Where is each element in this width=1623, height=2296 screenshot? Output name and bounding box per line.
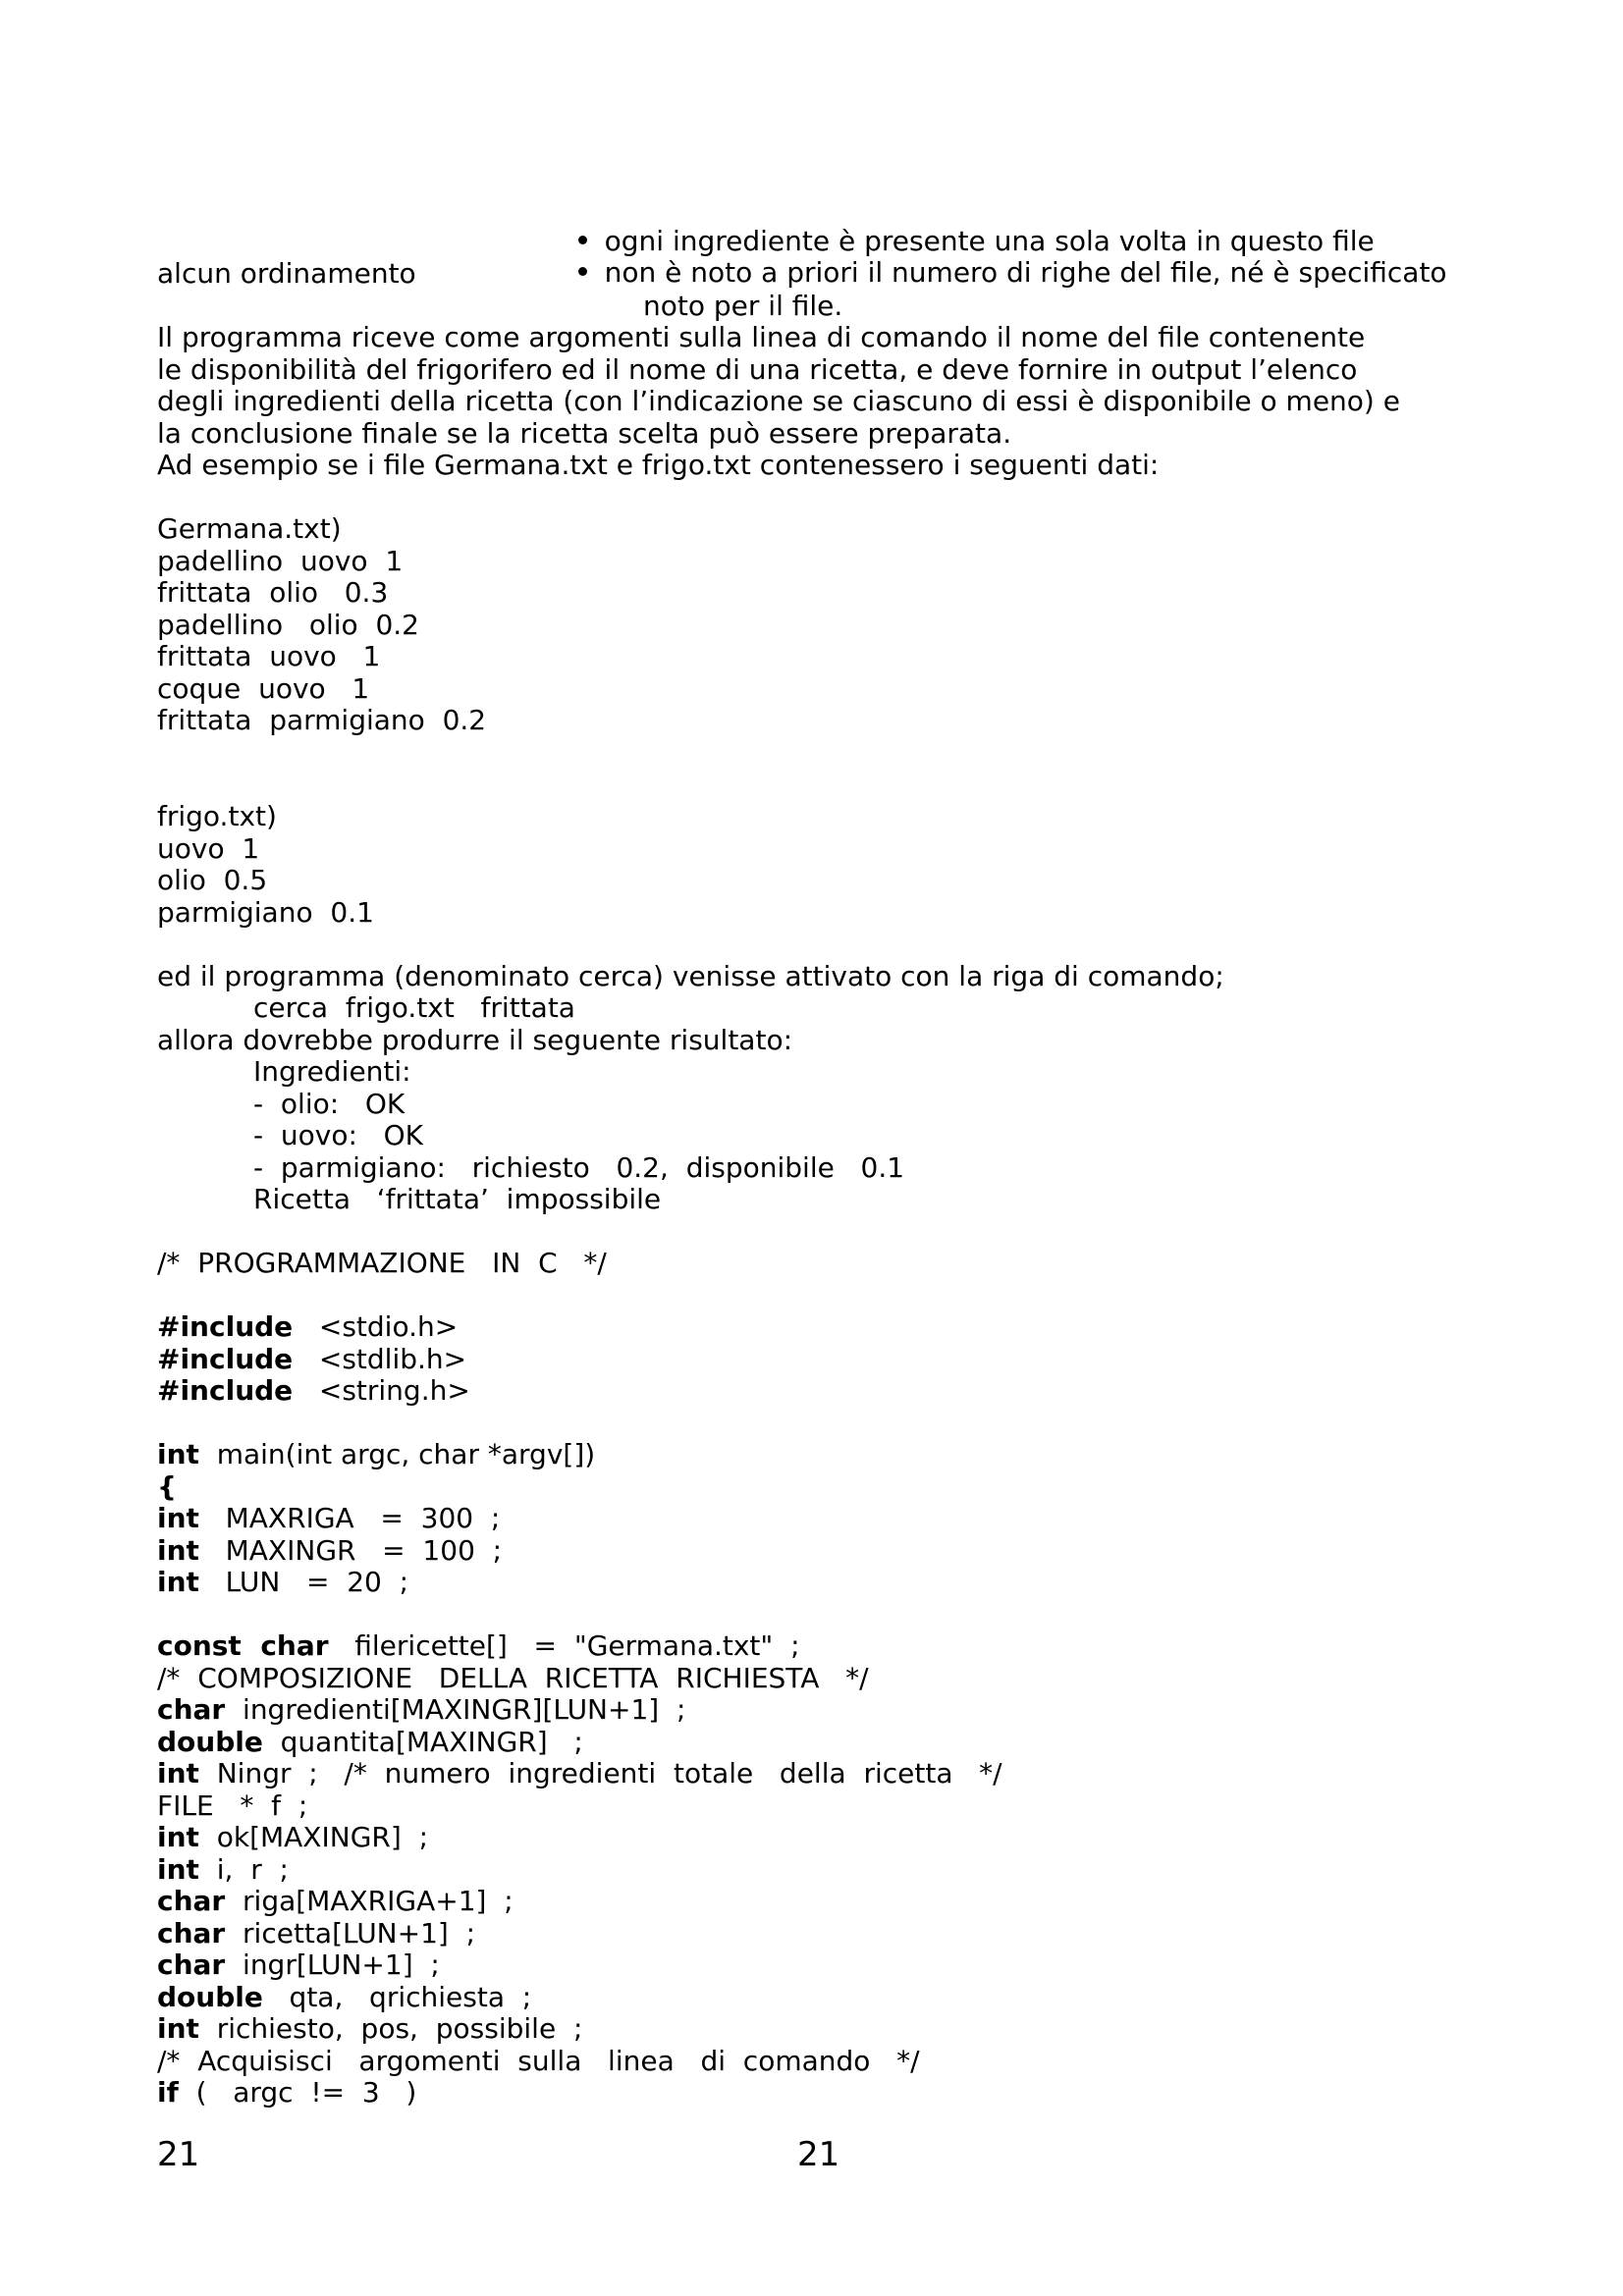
- code-line: double quantita[MAXINGR] ;: [157, 1726, 583, 1758]
- germana-line: coque uovo 1: [157, 672, 370, 705]
- intro-line: degli ingredienti della ricetta (con l’indicazione se ciascuno di essi è disponibile o meno) e: [157, 385, 1400, 417]
- bullet-icon: [578, 267, 587, 276]
- intro-line: Il programma riceve come argomenti sulla linea di comando il nome del file contenente: [157, 321, 1366, 353]
- code-line: const char filericette[] = "Germana.txt" ;: [157, 1629, 800, 1662]
- code-line: FILE * f ;: [157, 1789, 308, 1822]
- run-command: cerca frigo.txt frittata: [253, 991, 575, 1024]
- code-line: if ( argc != 3 ): [157, 2076, 417, 2109]
- code-line: int Ningr ; /* numero ingredienti totale della ricetta */: [157, 1757, 1002, 1789]
- intro-line: la conclusione finale se la ricetta scelta può essere preparata.: [157, 417, 1012, 450]
- result-line: - uovo: OK: [253, 1119, 424, 1151]
- code-line: int MAXINGR = 100 ;: [157, 1534, 503, 1567]
- run-intro: ed il programma (denominato cerca) venisse attivato con la riga di comando;: [157, 960, 1224, 992]
- code-line: double qta, qrichiesta ;: [157, 1981, 532, 2013]
- code-line: int richiesto, pos, possibile ;: [157, 2012, 583, 2045]
- result-intro: allora dovrebbe produrre il seguente risultato:: [157, 1024, 793, 1056]
- continuation-text-2: noto per il file.: [643, 290, 843, 322]
- page-number-right: 21: [797, 2135, 840, 2174]
- code-line: int MAXRIGA = 300 ;: [157, 1502, 501, 1534]
- code-line: #include <string.h>: [157, 1374, 470, 1407]
- code-line: #include <stdlib.h>: [157, 1343, 467, 1375]
- intro-line: le disponibilità del frigorifero ed il nome di una ricetta, e deve fornire in output l’elenco: [157, 353, 1358, 386]
- code-line: int i, r ;: [157, 1853, 289, 1886]
- code-line: #include <stdio.h>: [157, 1310, 459, 1343]
- code-line: {: [157, 1470, 177, 1503]
- code-line: /* COMPOSIZIONE DELLA RICETTA RICHIESTA */: [157, 1662, 869, 1694]
- frigo-line: parmigiano 0.1: [157, 896, 374, 929]
- bullet-item: non è noto a priori il numero di righe del file, né è specificato: [543, 226, 1447, 320]
- code-line: char ingredienti[MAXINGR][LUN+1] ;: [157, 1693, 686, 1726]
- code-line: int ok[MAXINGR] ;: [157, 1821, 428, 1853]
- continuation-text: alcun ordinamento: [157, 257, 416, 290]
- germana-line: Germana.txt): [157, 512, 342, 545]
- germana-line: frittata olio 0.3: [157, 576, 389, 609]
- result-line: - olio: OK: [253, 1088, 406, 1120]
- result-line: Ingredienti:: [253, 1055, 411, 1088]
- intro-line: Ad esempio se i file Germana.txt e frigo.txt contenessero i seguenti dati:: [157, 449, 1160, 481]
- code-line: char riga[MAXRIGA+1] ;: [157, 1885, 514, 1917]
- germana-line: frittata parmigiano 0.2: [157, 704, 487, 736]
- code-comment-heading: /* PROGRAMMAZIONE IN C */: [157, 1247, 607, 1279]
- code-line: int main(int argc, char *argv[]): [157, 1438, 596, 1470]
- result-line: Ricetta ‘frittata’ impossibile: [253, 1183, 662, 1215]
- germana-line: padellino uovo 1: [157, 545, 404, 577]
- code-line: char ingr[LUN+1] ;: [157, 1949, 440, 1981]
- frigo-line: uovo 1: [157, 832, 260, 865]
- code-line: int LUN = 20 ;: [157, 1566, 409, 1598]
- code-line: /* Acquisisci argomenti sulla linea di comando */: [157, 2045, 920, 2077]
- code-line: char ricetta[LUN+1] ;: [157, 1917, 476, 1949]
- bullet-item: ogni ingrediente è presente una sola volta in questo file: [543, 194, 1375, 289]
- page-number-left: 21: [157, 2135, 200, 2174]
- frigo-line: frigo.txt): [157, 800, 277, 832]
- germana-line: padellino olio 0.2: [157, 609, 419, 641]
- germana-line: frittata uovo 1: [157, 640, 381, 672]
- frigo-line: olio 0.5: [157, 864, 268, 896]
- result-line: - parmigiano: richiesto 0.2, disponibile 0.1: [253, 1151, 905, 1184]
